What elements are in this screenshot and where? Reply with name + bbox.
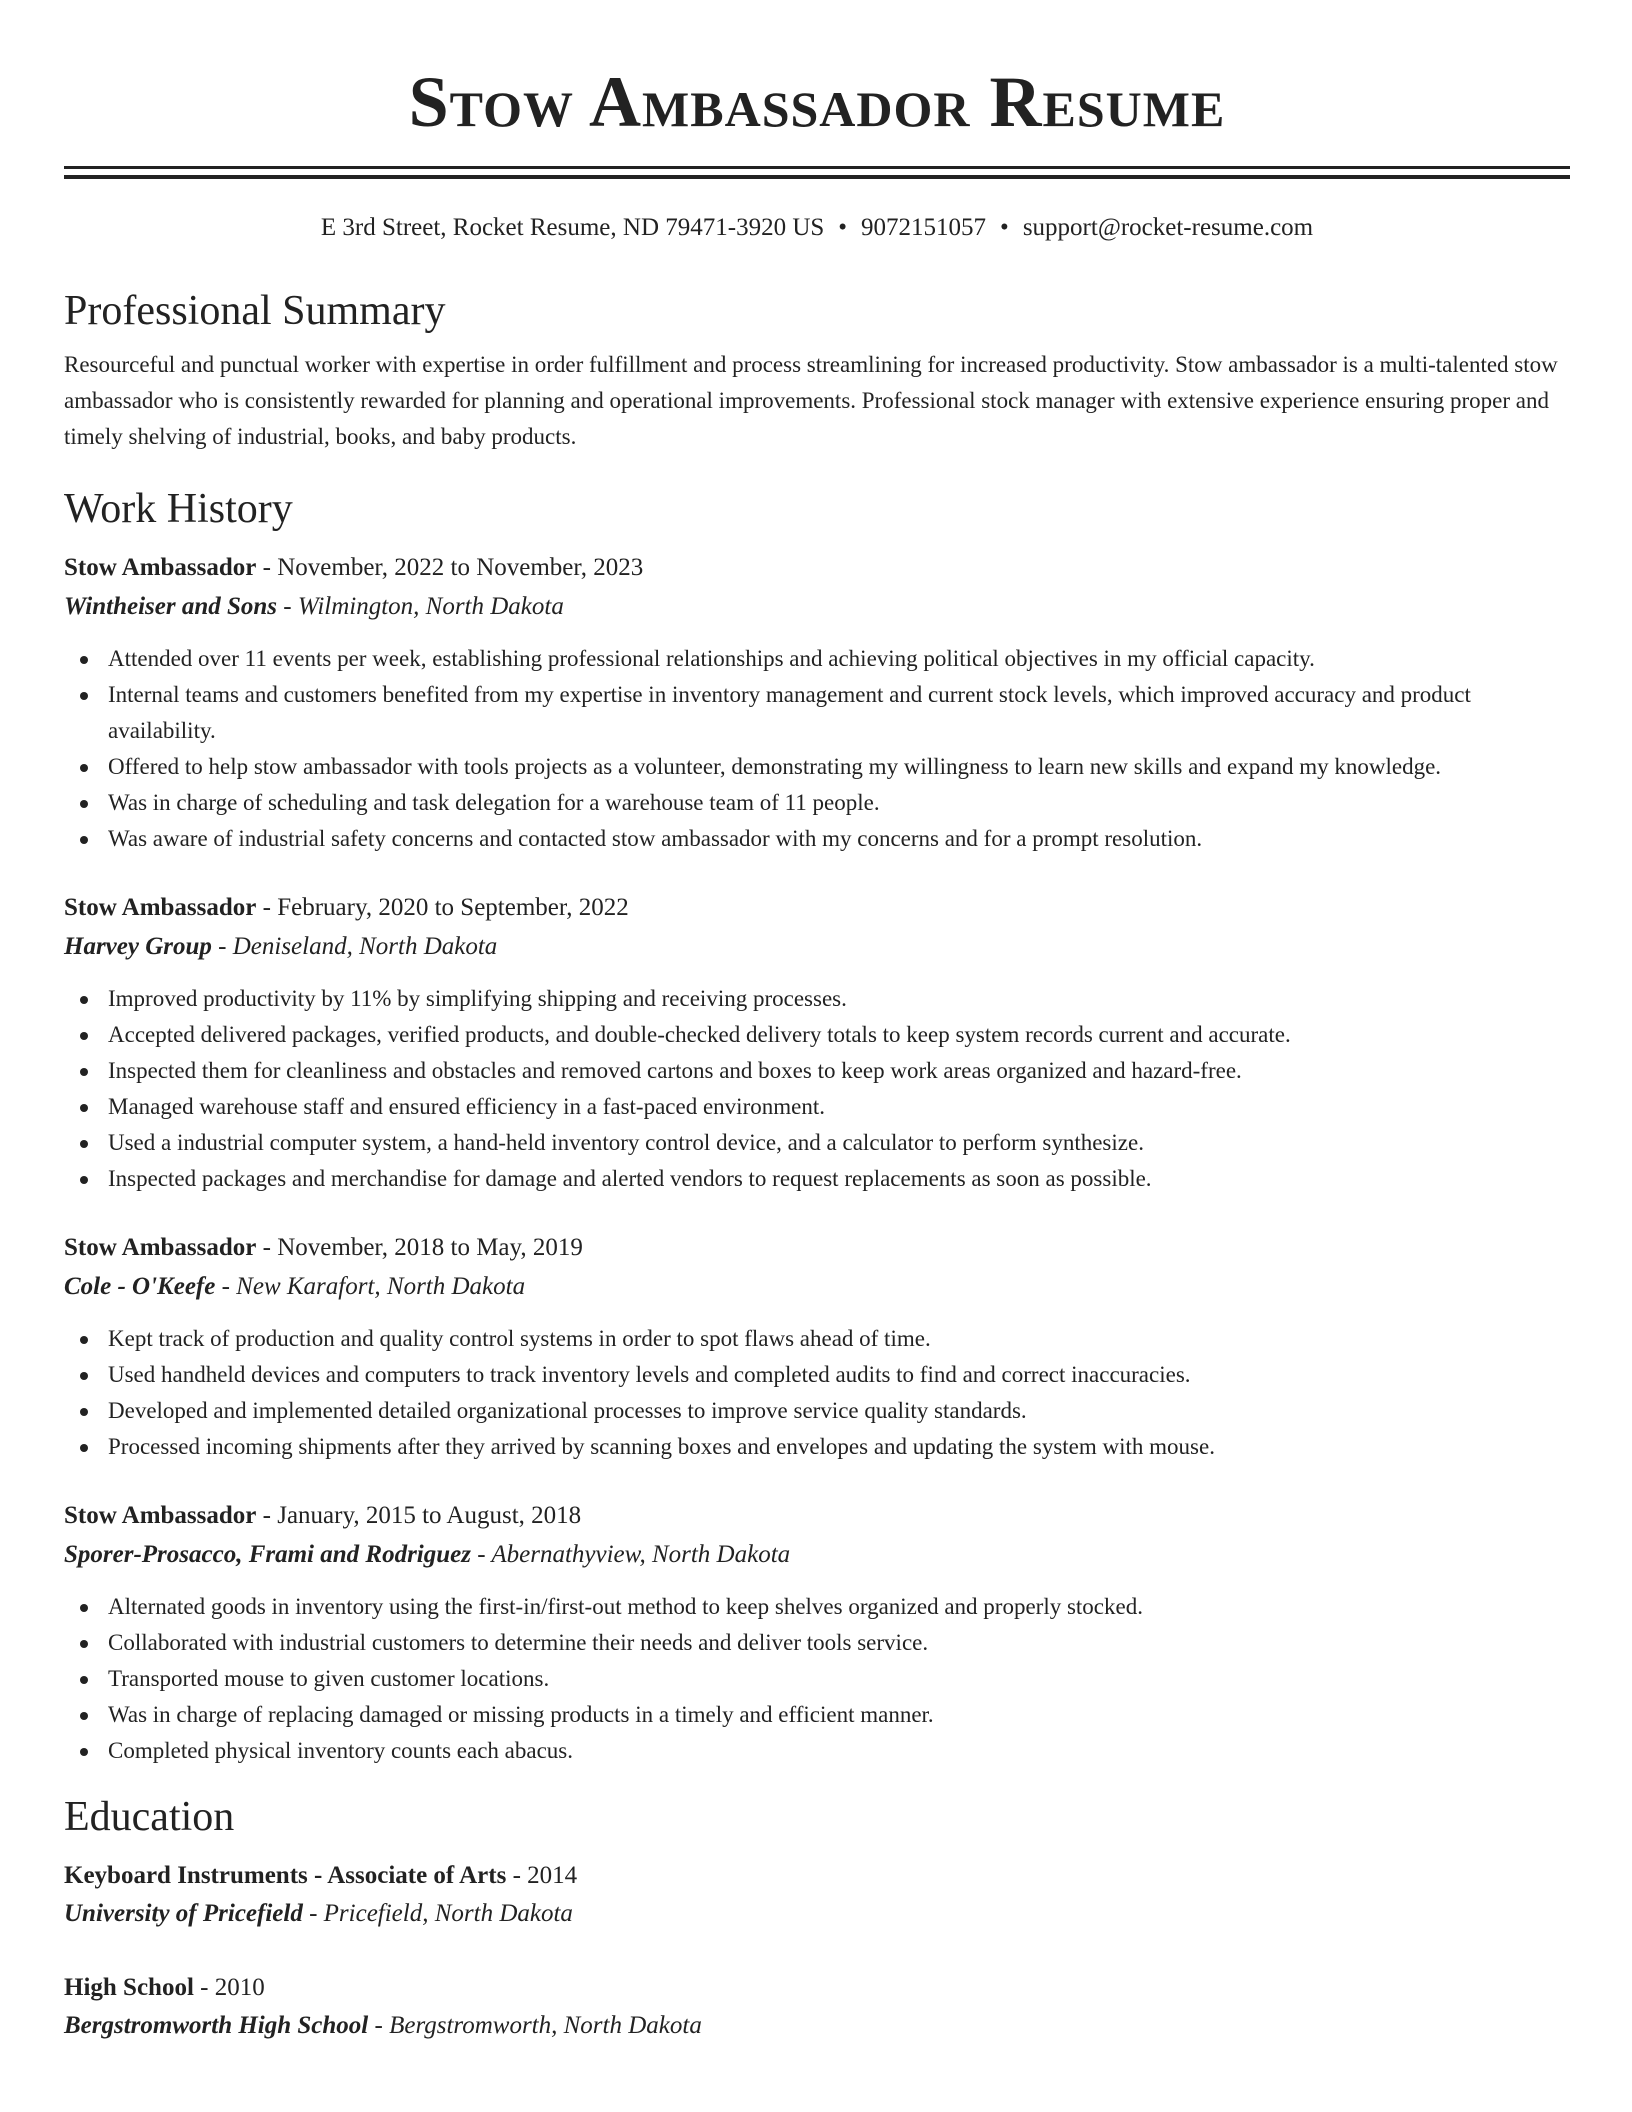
job-company: Wintheiser and Sons xyxy=(64,593,278,620)
job-entry xyxy=(64,1497,1570,1769)
job-title: Stow Ambassador xyxy=(64,1234,257,1261)
job-dates: - November, 2018 to May, 2019 xyxy=(256,1234,583,1261)
job-bullet: Transported mouse to given customer locations. xyxy=(64,1661,1570,1697)
education-degree: High School xyxy=(64,1974,194,2001)
education-year: - 2010 xyxy=(193,1974,265,2001)
job-bullets xyxy=(64,1321,1570,1465)
job-bullet: Inspected them for cleanliness and obstacles and removed cartons and boxes to keep work areas organized and hazard-free. xyxy=(64,1053,1570,1089)
job-bullet: Completed physical inventory counts each abacus. xyxy=(64,1733,1570,1769)
contact-separator: • xyxy=(838,214,848,241)
job-bullet: Was in charge of replacing damaged or missing products in a timely and efficient manner. xyxy=(64,1697,1570,1733)
job-company-line xyxy=(64,1535,1570,1575)
job-location: - Deniseland, North Dakota xyxy=(211,933,498,960)
job-entry xyxy=(64,889,1570,1197)
job-title: Stow Ambassador xyxy=(64,1502,257,1529)
job-title: Stow Ambassador xyxy=(64,894,257,921)
education-school: University of Pricefield xyxy=(64,1900,303,1927)
education-list xyxy=(64,1857,1570,2045)
job-dates: - November, 2022 to November, 2023 xyxy=(256,554,644,581)
job-entry xyxy=(64,549,1570,857)
job-title-line xyxy=(64,1229,1570,1267)
job-bullet: Managed warehouse staff and ensured efficiency in a fast-paced environment. xyxy=(64,1089,1570,1125)
job-entry xyxy=(64,1229,1570,1465)
job-bullet: Collaborated with industrial customers to determine their needs and deliver tools service. xyxy=(64,1625,1570,1661)
contact-line xyxy=(64,211,1570,245)
job-dates: - January, 2015 to August, 2018 xyxy=(256,1502,582,1529)
job-company: Harvey Group xyxy=(64,933,212,960)
contact-email: support@rocket-resume.com xyxy=(1022,214,1314,241)
job-bullet: Was aware of industrial safety concerns and contacted stow ambassador with my concerns and for a prompt resolution. xyxy=(64,821,1570,857)
contact-phone: 9072151057 xyxy=(861,214,987,241)
resume-page xyxy=(64,0,1570,2045)
job-title-line xyxy=(64,549,1570,587)
job-bullets xyxy=(64,981,1570,1197)
job-bullet: Kept track of production and quality control systems in order to spot flaws ahead of time. xyxy=(64,1321,1570,1357)
job-location: - Abernathyview, North Dakota xyxy=(470,1541,791,1568)
contact-separator: • xyxy=(1000,214,1009,241)
education-year: - 2014 xyxy=(506,1862,578,1889)
education-school-line xyxy=(64,1895,1570,1933)
job-bullet: Inspected packages and merchandise for damage and alerted vendors to request replacements as soon as possible. xyxy=(64,1161,1570,1197)
work-history-heading: Work History xyxy=(64,486,293,532)
job-bullet: Developed and implemented detailed organizational processes to improve service quality standards. xyxy=(64,1393,1570,1429)
job-bullets xyxy=(64,641,1570,857)
job-bullet: Used a industrial computer system, a hand-held inventory control device, and a calculator to perform synthesize. xyxy=(64,1125,1570,1161)
education-school-line xyxy=(64,2007,1570,2045)
job-location: - New Karafort, North Dakota xyxy=(215,1273,526,1300)
job-company: Sporer-Prosacco, Frami and Rodriguez xyxy=(64,1541,471,1568)
education-entry xyxy=(64,1857,1570,1933)
job-bullet: Alternated goods in inventory using the first-in/first-out method to keep shelves organized and properly stocked. xyxy=(64,1589,1570,1625)
job-company-line xyxy=(64,927,1570,967)
job-location: - Wilmington, North Dakota xyxy=(277,593,564,620)
job-bullet: Was in charge of scheduling and task delegation for a warehouse team of 11 people. xyxy=(64,785,1570,821)
education-degree: Keyboard Instruments - Associate of Arts xyxy=(64,1862,507,1889)
job-title: Stow Ambassador xyxy=(64,554,257,581)
contact-address: E 3rd Street, Rocket Resume, ND 79471-3920 US xyxy=(320,214,825,241)
job-bullet: Improved productivity by 11% by simplifying shipping and receiving processes. xyxy=(64,981,1570,1017)
education-school: Bergstromworth High School xyxy=(64,2012,369,2039)
job-bullet: Attended over 11 events per week, establishing professional relationships and achieving political objectives in my official capacity. xyxy=(64,641,1570,677)
job-bullets xyxy=(64,1589,1570,1769)
summary-heading: Professional Summary xyxy=(64,288,446,334)
job-company-line xyxy=(64,1267,1570,1307)
job-bullet: Offered to help stow ambassador with tools projects as a volunteer, demonstrating my willingness to learn new skills and expand my knowledge. xyxy=(64,749,1570,785)
job-bullet: Processed incoming shipments after they arrived by scanning boxes and envelopes and updating the system with mouse. xyxy=(64,1429,1570,1465)
title-divider xyxy=(64,166,1570,179)
education-heading: Education xyxy=(64,1794,235,1840)
job-bullet: Internal teams and customers benefited from my expertise in inventory management and current stock levels, which improved accuracy and product availability. xyxy=(64,677,1570,749)
summary-text: Resourceful and punctual worker with expertise in order fulfillment and process streamlining for increased productivity. Stow ambassador is a multi-talented stow ambassador who is consistently rewarded for planning and operational improvements. Professional stock manager with extensive experience ensuring proper and timely shelving of industrial, books, and baby products. xyxy=(64,352,1558,449)
education-entry xyxy=(64,1969,1570,2045)
education-degree-line xyxy=(64,1857,1570,1895)
job-company: Cole - O'Keefe xyxy=(64,1273,216,1300)
education-location: - Pricefield, North Dakota xyxy=(302,1900,573,1927)
job-bullet: Used handheld devices and computers to track inventory levels and completed audits to find and correct inaccuracies. xyxy=(64,1357,1570,1393)
job-title-line xyxy=(64,889,1570,927)
job-title-line xyxy=(64,1497,1570,1535)
education-degree-line xyxy=(64,1969,1570,2007)
resume-title: Stow Ambassador Resume xyxy=(408,62,1226,142)
work-history-list xyxy=(64,549,1570,1769)
job-dates: - February, 2020 to September, 2022 xyxy=(256,894,629,921)
job-bullet: Accepted delivered packages, verified products, and double-checked delivery totals to keep system records current and accurate. xyxy=(64,1017,1570,1053)
job-company-line xyxy=(64,587,1570,627)
education-location: - Bergstromworth, North Dakota xyxy=(368,2012,702,2039)
